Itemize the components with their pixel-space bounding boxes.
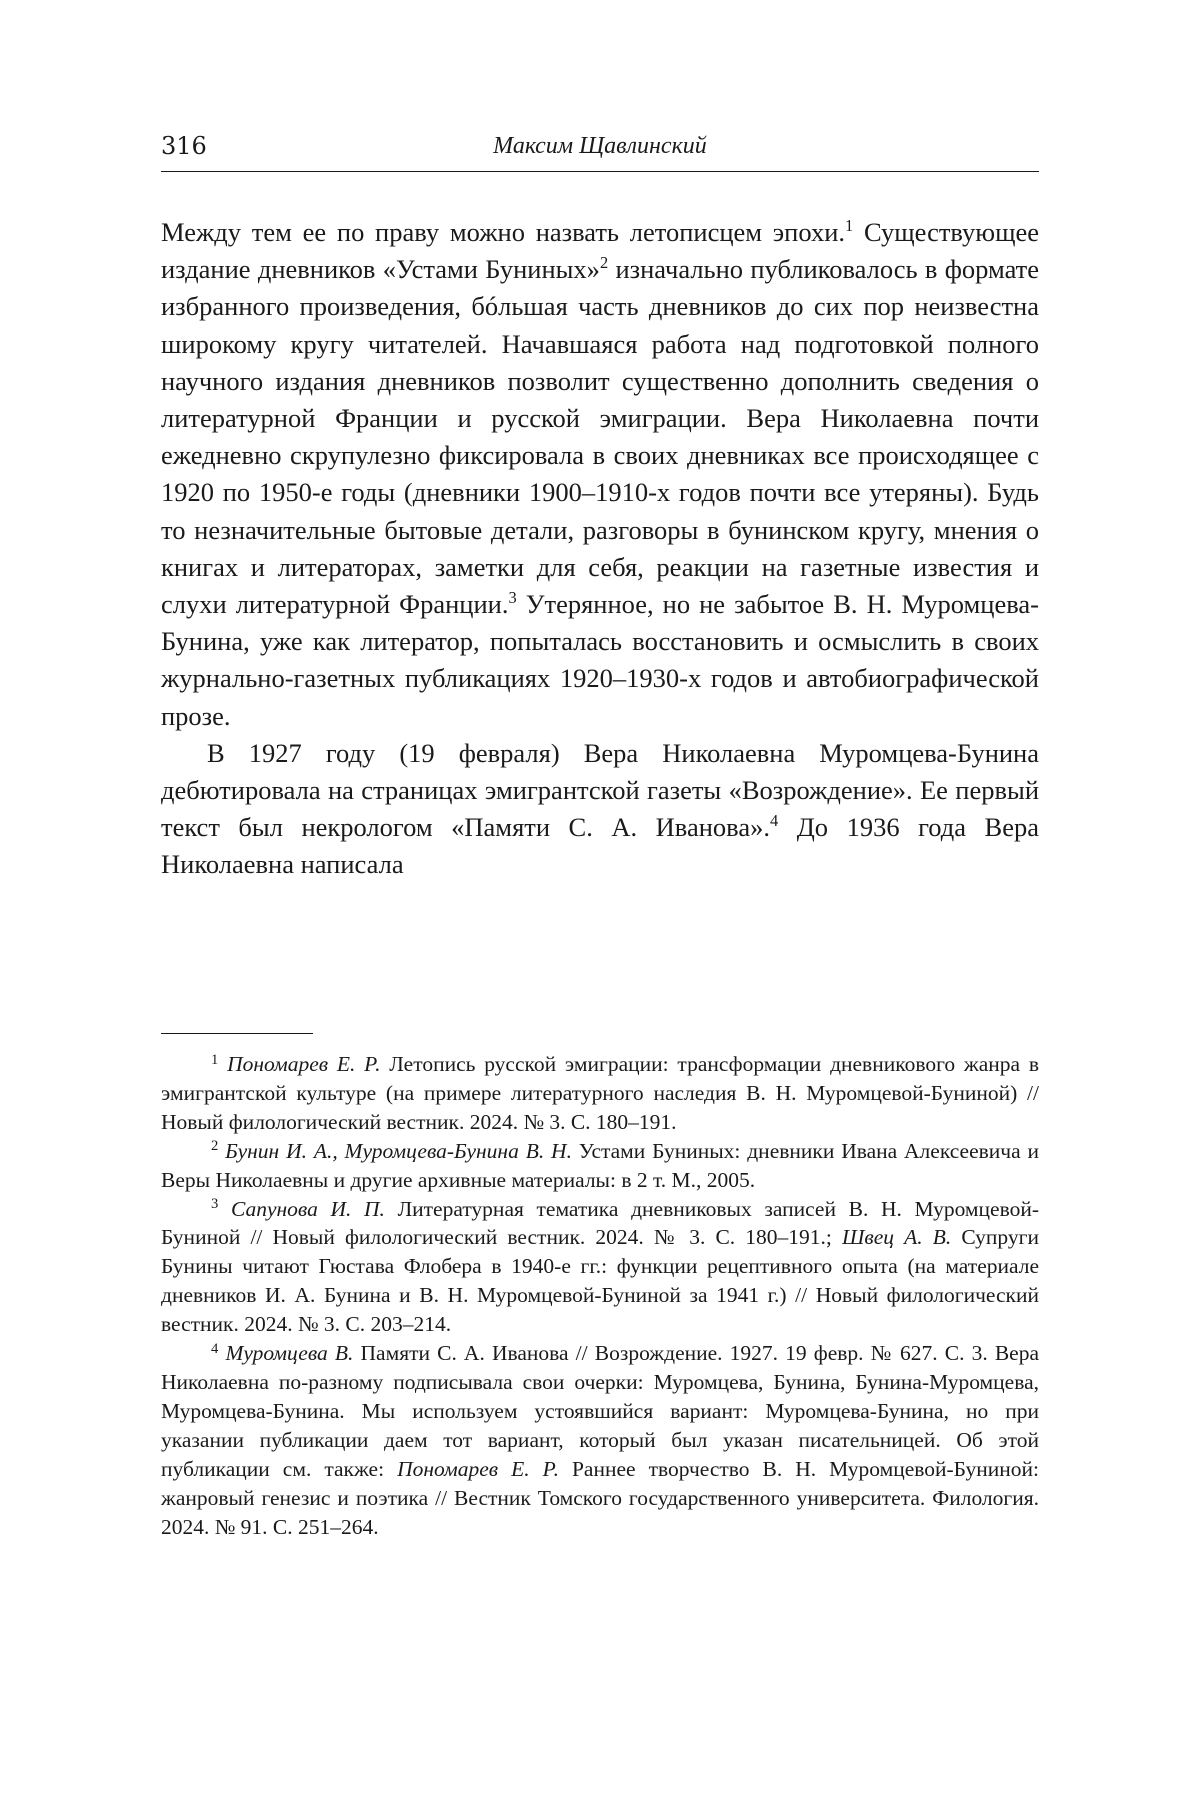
text-run: изначально публиковалось в формате избранного произведения, бóльшая часть дневников до сих пор неизвестна широкому кругу читателей. Начавшаяся работа над подготовкой полного научного издания дневников позволит существенно дополнить сведения о литературной Франции и русской эмиграции. Вера Николаевна почти ежедневно скрупулезно фиксировала в своих дневниках все происходящее с 1920 по 1950-е годы (дневники 1900–1910-х годов почти все утеряны). Будь то незначительные бытовые детали, разговоры в бунинском кругу, мнения о книгах и литераторах, заметки для себя, реакции на газетные известия и слухи литературной Франции. [161, 254, 1040, 620]
footnote-2 [161, 1137, 1039, 1195]
text-run: До 1936 года Вера Николаевна написала [161, 812, 1040, 880]
text-run: В 1927 году (19 февраля) Вера Николаевна Муромцева-Бунина дебютировала на страницах эмигрантской газеты «Возрождение». Ее первый текст был некрологом «Памяти С. А. Иванова». [161, 737, 1039, 843]
footnote-number: 3 [211, 1196, 219, 1213]
text-run: Между тем ее по праву можно назвать летописцем эпохи. [161, 217, 846, 247]
footnote-text: Литературная тематика дневниковых записей В. Н. Муромцевой-Буниной // Новый филологический вестник. 2024. № 3. С. 180–191.; [161, 1196, 1039, 1250]
footnote-number: 4 [211, 1340, 219, 1357]
footnote-ref-1[interactable]: 1 [845, 216, 854, 236]
footnote-4 [161, 1339, 1039, 1541]
footnote-author-second: Пономарев Е. Р. [397, 1456, 559, 1481]
footnote-1 [161, 1050, 1039, 1137]
footnote-author: Сапунова И. П. [230, 1196, 385, 1221]
footnote-ref-2[interactable]: 2 [599, 253, 609, 273]
footnote-author-second: Швец А. В. [841, 1225, 952, 1250]
paragraph-1 [161, 214, 1039, 735]
footnote-text-second: Раннее творчество В. Н. Муромцевой-Буниной: жанровый генезис и поэтика // Вестник Томского государственного университета. Филология. 2024. № 91. С. 251–264. [161, 1456, 1039, 1539]
footnote-ref-3[interactable]: 3 [508, 588, 517, 608]
main-text [161, 214, 1039, 884]
footnote-number: 1 [211, 1051, 219, 1068]
footnote-author: Бунин И. А., Муромцева-Бунина В. Н. [225, 1138, 572, 1163]
footnote-3 [161, 1195, 1039, 1340]
text-run: Существующее издание дневников «Устами Буниных» [161, 217, 1039, 285]
footnote-text: Летопись русской эмиграции: трансформации дневникового жанра в эмигрантской культуре (на примере литературного наследия В. Н. Муромцевой-Буниной) // Новый филологический вестник. 2024. № 3. С. 180–191. [161, 1052, 1040, 1134]
footnote-text: Устами Буниных: дневники Ивана Алексеевича и Веры Николаевны и другие архивные материалы: в 2 т. М., 2005. [161, 1138, 1040, 1192]
paragraph-2 [161, 735, 1039, 884]
footnote-text: Памяти С. А. Иванова // Возрождение. 1927. 19 февр. № 627. С. 3. Вера Николаевна по-разному подписывала свои очерки: Муромцева, Бунина, Бунина-Муромцева, Муромцева-Бунина. Мы используем устоявшийся вариант: Муромцева-Бунина, но при указании публикации даем тот вариант, который был указан писательницей. Об этой публикации см. также: [161, 1341, 1040, 1481]
footnote-text-second: Супруги Бунины читают Гюстава Флобера в 1940-е гг.: функции рецептивного опыта (на материале дневников И. А. Бунина и В. Н. Муромцевой-Буниной за 1941 г.) // Новый филологический вестник. 2024. № 3. С. 203–214. [161, 1225, 1039, 1337]
footnote-author: Пономарев Е. Р. [227, 1052, 381, 1076]
footnote-separator [161, 1033, 313, 1034]
footnote-ref-4[interactable]: 4 [769, 811, 779, 831]
running-head-author: Максим Щавлинский [493, 133, 707, 159]
footnotes [161, 1050, 1039, 1541]
page [161, 0, 1039, 1800]
footnote-number: 2 [211, 1138, 219, 1155]
text-run: Утерянное, но не забытое В. Н. Муромцева-Бунина, уже как литератор, попыталась восстановить и осмыслить в своих журнально-газетных публикациях 1920–1930-х годов и автобиографической прозе. [161, 589, 1039, 731]
page-number: 316 [161, 132, 207, 160]
footnote-author: Муромцева В. [225, 1341, 354, 1366]
page-header [161, 131, 1039, 172]
